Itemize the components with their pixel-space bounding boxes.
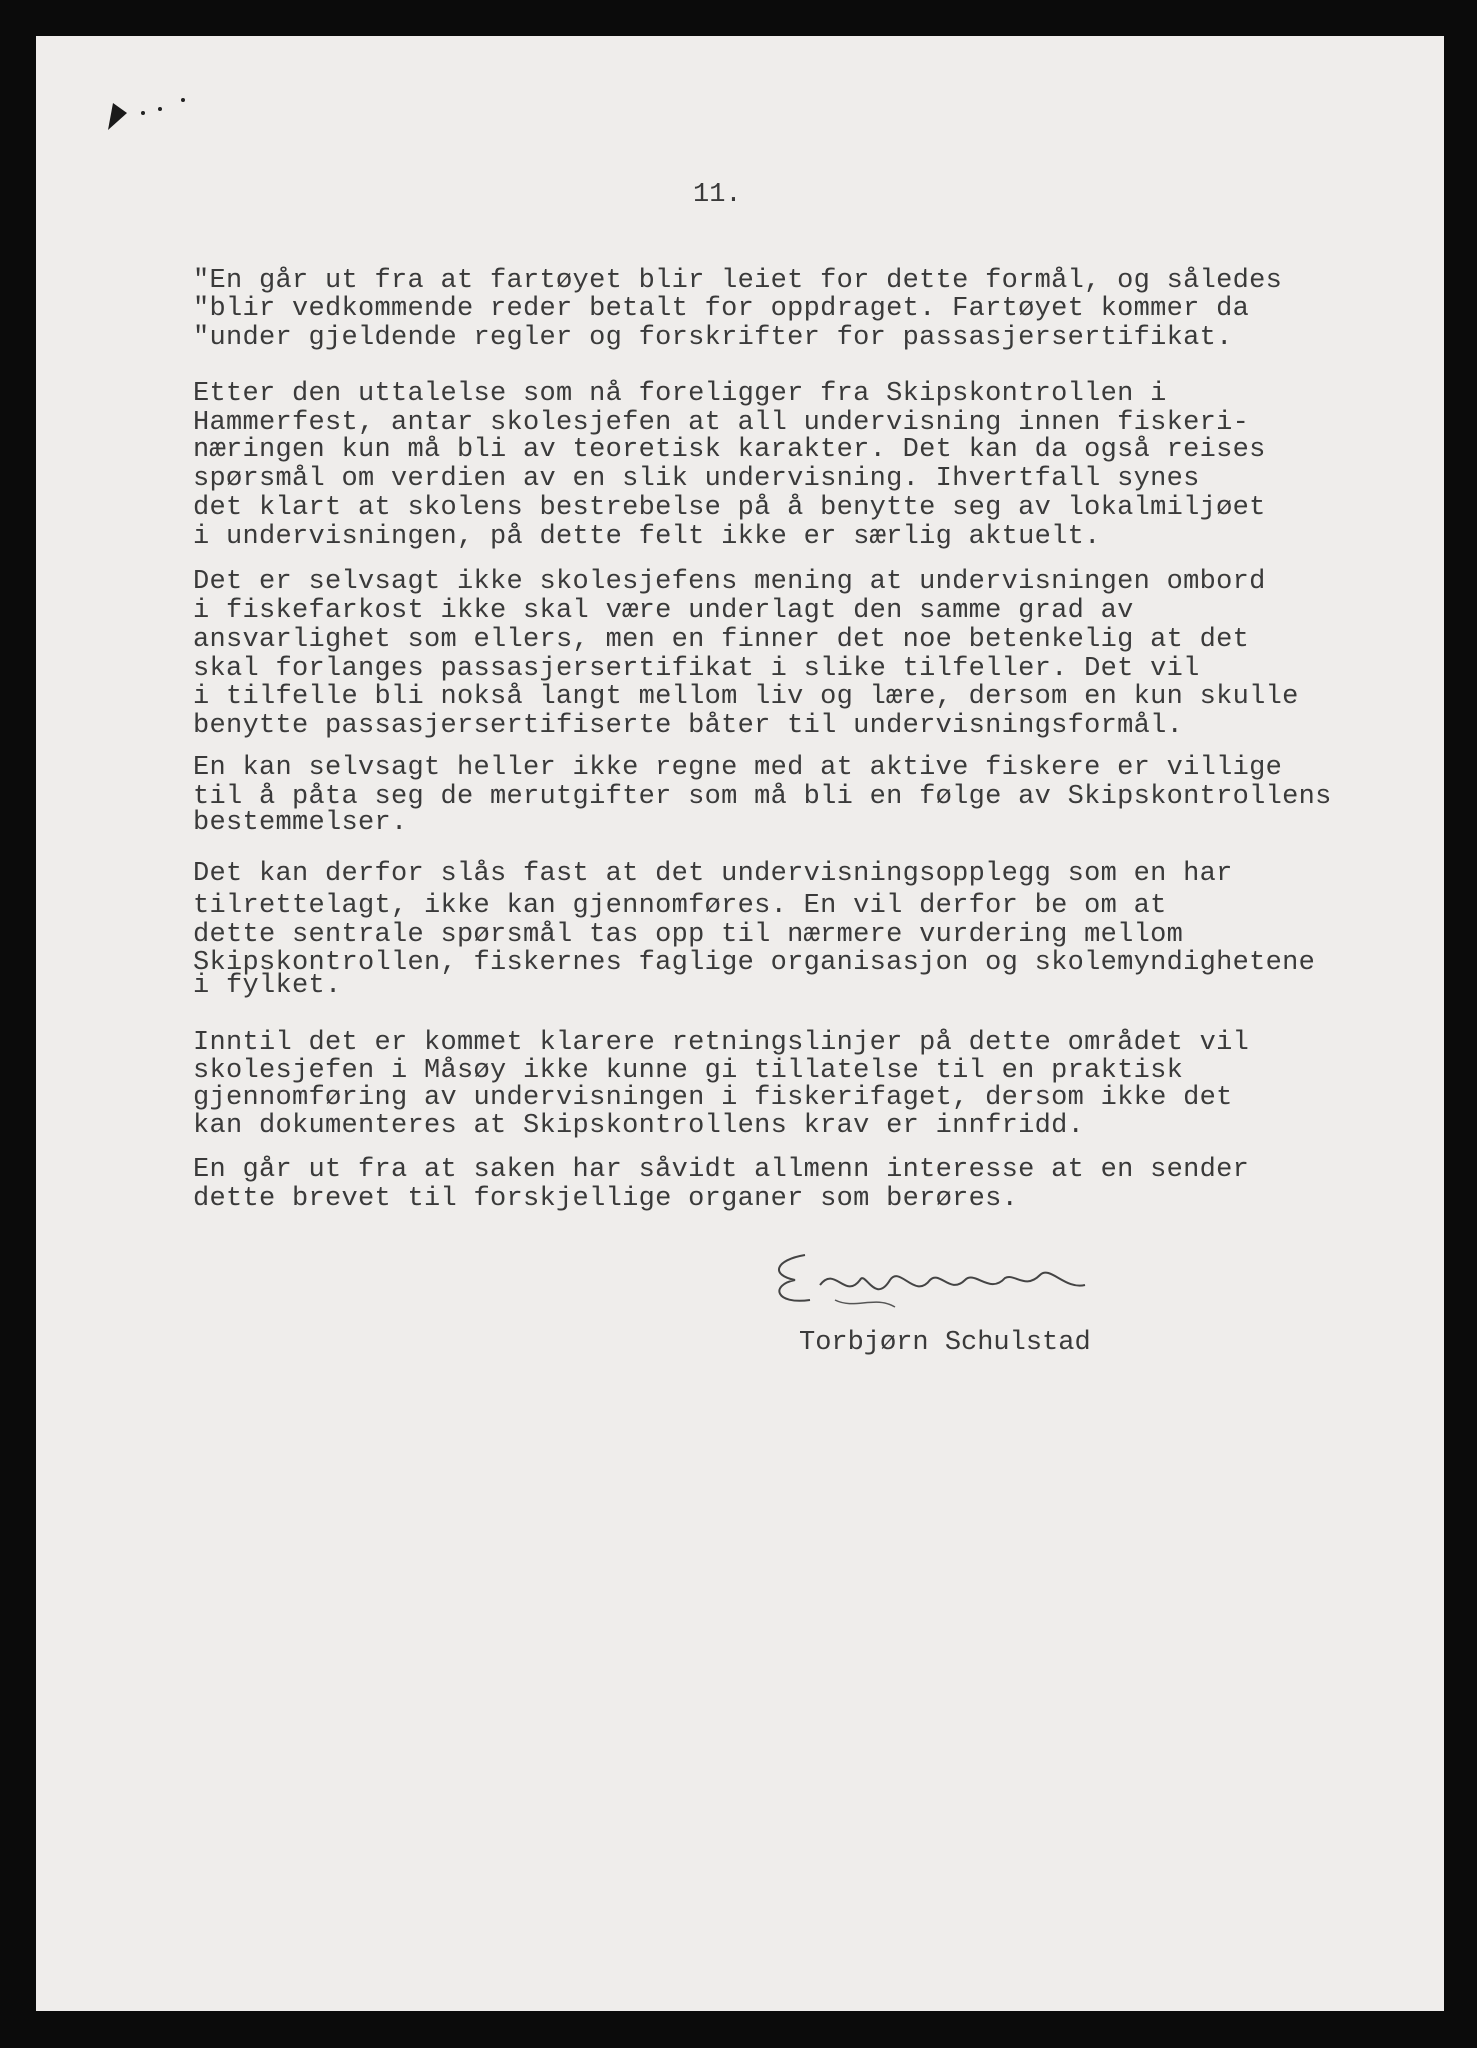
text-line: Det er selvsagt ikke skolesjefens mening at undervisningen ombord: [193, 567, 1266, 597]
text-line: Inntil det er kommet klarere retningslinjer på dette området vil: [193, 1028, 1250, 1058]
text-line: tilrettelagt, ikke kan gjennomføres. En vil derfor be om at: [193, 891, 1167, 921]
text-line: dette sentrale spørsmål tas opp til nærmere vurdering mellom: [193, 920, 1184, 950]
text-line: Skipskontrollen, fiskernes faglige organisasjon og skolemyndighetene: [193, 948, 1316, 978]
text-line: kan dokumenteres at Skipskontrollens krav er innfridd.: [193, 1111, 1085, 1141]
text-line: Hammerfest, antar skolesjefen at all undervisning innen fiskeri-: [193, 408, 1250, 438]
text-line: "blir vedkommende reder betalt for oppdraget. Fartøyet kommer da: [193, 294, 1250, 324]
text-line: spørsmål om verdien av en slik undervisning. Ihvertfall synes: [193, 464, 1200, 494]
text-line: til å påta seg de merutgifter som må bli en følge av Skipskontrollens: [193, 782, 1332, 812]
signature-name: Torbjørn Schulstad: [799, 1328, 1091, 1358]
text-line: "under gjeldende regler og forskrifter for passasjersertifikat.: [193, 323, 1233, 353]
text-line: i fylket.: [193, 971, 342, 1001]
text-line: i undervisningen, på dette felt ikke er særlig aktuelt.: [193, 522, 1101, 552]
text-line: dette brevet til forskjellige organer som berøres.: [193, 1184, 1019, 1214]
text-line: "En går ut fra at fartøyet blir leiet for dette formål, og således: [193, 266, 1283, 296]
page-number: 11.: [693, 180, 742, 210]
text-line: En går ut fra at saken har såvidt allmenn interesse at en sender: [193, 1155, 1250, 1185]
handwritten-signature: [765, 1245, 1105, 1325]
corner-mark: [105, 95, 195, 135]
text-line: benytte passasjersertifiserte båter til undervisningsformål.: [193, 711, 1184, 741]
text-line: Det kan derfor slås fast at det undervisningsopplegg som en har: [193, 859, 1233, 889]
text-line: i fiskefarkost ikke skal være underlagt den samme grad av: [193, 596, 1134, 626]
text-line: i tilfelle bli nokså langt mellom liv og lære, dersom en kun skulle: [193, 682, 1299, 712]
text-line: næringen kun må bli av teoretisk karakter. Det kan da også reises: [193, 435, 1266, 465]
text-line: bestemmelser.: [193, 808, 408, 838]
text-line: gjennomføring av undervisningen i fiskerifaget, dersom ikke det: [193, 1083, 1233, 1113]
text-line: En kan selvsagt heller ikke regne med at aktive fiskere er villige: [193, 753, 1283, 783]
text-line: det klart at skolens bestrebelse på å benytte seg av lokalmiljøet: [193, 493, 1266, 523]
text-line: skolesjefen i Måsøy ikke kunne gi tillatelse til en praktisk: [193, 1056, 1184, 1086]
text-line: Etter den uttalelse som nå foreligger fra Skipskontrollen i: [193, 379, 1167, 409]
text-line: skal forlanges passasjersertifikat i slike tilfeller. Det vil: [193, 654, 1200, 684]
text-line: ansvarlighet som ellers, men en finner det noe betenkelig at det: [193, 625, 1250, 655]
